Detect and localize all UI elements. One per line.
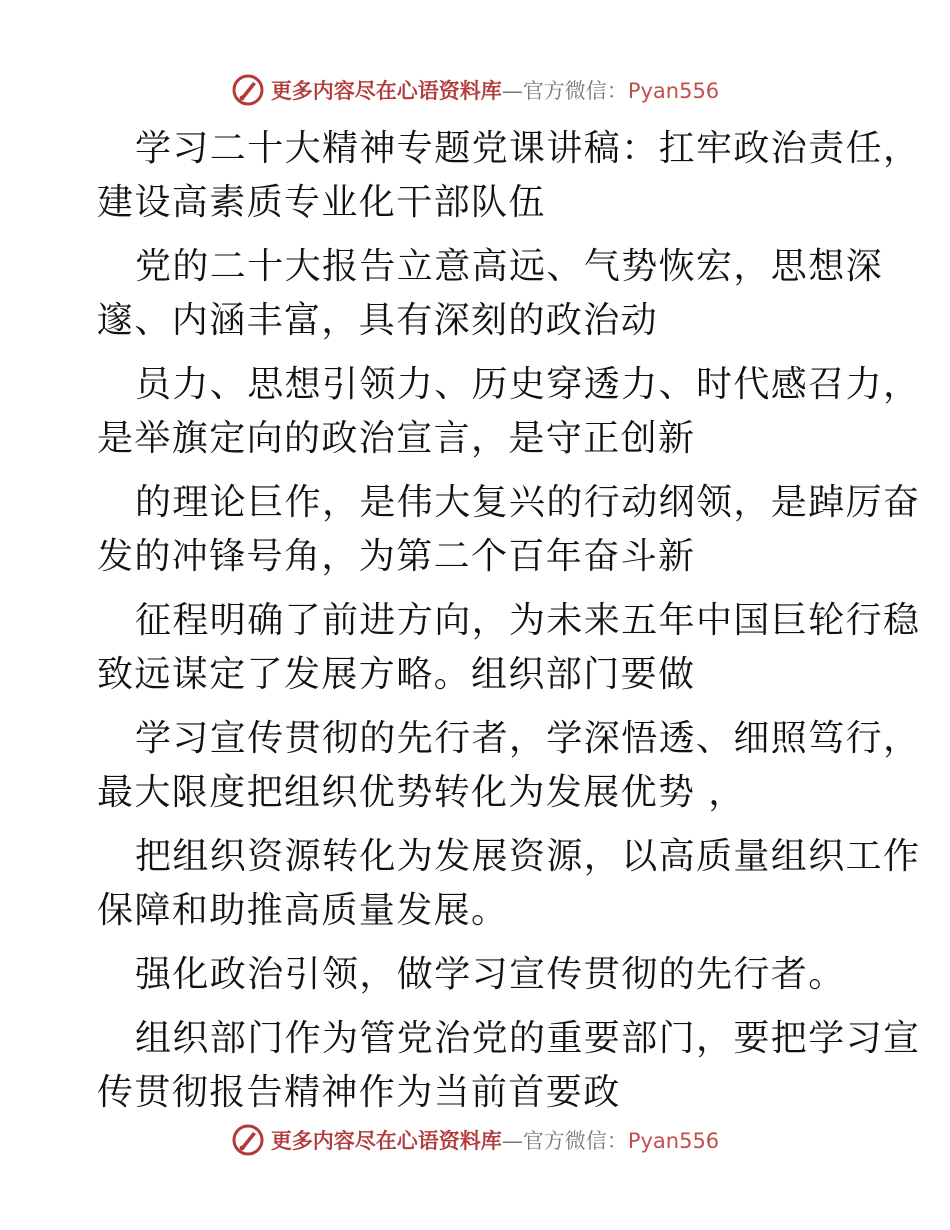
paragraph-line: 学习宣传贯彻的先行者，学深悟透、细照笃行， [135,718,921,759]
title-line-1: 学习二十大精神专题党课讲稿：扛牢政治责任， [135,128,921,169]
paragraph-line: 传贯彻报告精神作为当前首要政 [97,1072,621,1113]
banner-account: Pyan556 [627,1129,720,1153]
paragraph-line: 致远谋定了发展方略。组织部门要做 [97,654,696,695]
banner-text [271,1125,719,1155]
banner-official: —官方微信： [501,79,628,103]
brush-logo-icon [231,1123,265,1157]
paragraph-line: 的理论巨作，是伟大复兴的行动纲领，是踔厉奋 [135,482,921,523]
banner-text [271,75,719,105]
banner-account: Pyan556 [627,79,720,103]
paragraph-line: 把组织资源转化为发展资源，以高质量组织工作 [135,836,921,877]
banner-brand: 更多内容尽在心语资料库 [270,1129,502,1153]
banner-official: —官方微信： [501,1129,628,1153]
paragraph-line: 邃、内涵丰富，具有深刻的政治动 [97,300,659,341]
paragraph-line: 是举旗定向的政治宣言，是守正创新 [97,418,696,459]
paragraph-line: 征程明确了前进方向，为未来五年中国巨轮行稳 [135,600,921,641]
paragraph-line: 保障和助推高质量发展。 [97,890,509,931]
footer-watermark-banner [0,1120,950,1160]
brush-logo-icon [231,73,265,107]
header-watermark-banner [0,70,950,110]
paragraph-line: 最大限度把组织优势转化为发展优势 ， [97,772,746,813]
section-heading-line: 强化政治引领，做学习宣传贯彻的先行者。 [135,954,846,995]
document-body [97,122,921,1120]
banner-brand: 更多内容尽在心语资料库 [270,79,502,103]
title-line-2: 建设高素质专业化干部队伍 [97,182,546,223]
paragraph-line: 党的二十大报告立意高远、气势恢宏，思想深 [135,246,884,287]
paragraph-line: 发的冲锋号角，为第二个百年奋斗新 [97,536,696,577]
paragraph-line: 员力、思想引领力、历史穿透力、时代感召力， [135,364,921,405]
paragraph-line: 组织部门作为管党治党的重要部门，要把学习宣 [135,1018,921,1059]
